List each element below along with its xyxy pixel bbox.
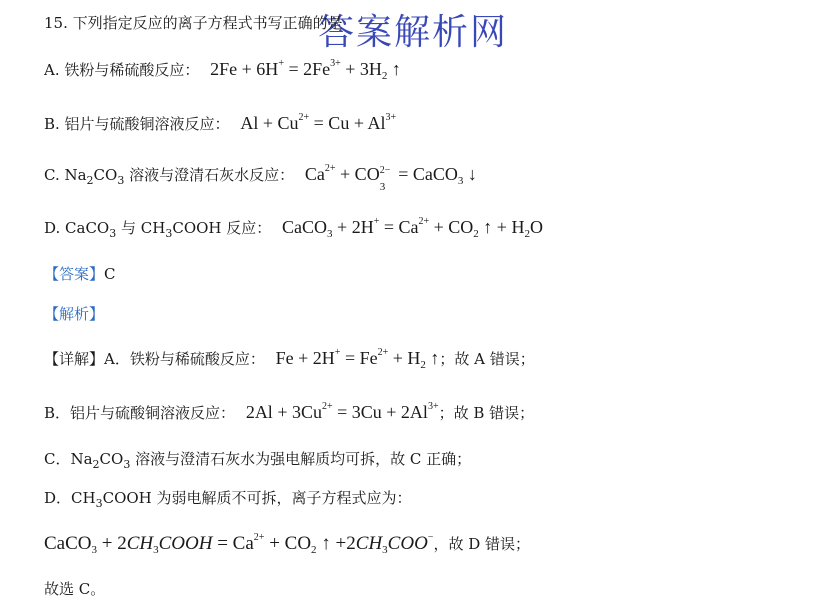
analysis-d-equation: CaCO$_3$ + $2CH_3COOH = Ca^{2+} + CO_2$ ↑ $+2CH_3COO^-$ <box>44 532 434 556</box>
analysis-tag-line <box>44 303 104 325</box>
answer-tag: 【答案】 <box>44 265 105 283</box>
conclusion <box>44 578 105 600</box>
option-d-label: D. CaCO$_3$ 与 $CH_3COOH$ 反应： <box>44 219 272 240</box>
option-b-label: B. 铝片与硫酸铜溶液反应： <box>44 115 230 133</box>
option-d-equation: CaCO$_3$ + $2H^+ = Ca^{2+} + CO_2$ ↑ + $H_2O$ <box>282 216 543 240</box>
analysis-line-d-equation <box>44 533 530 555</box>
analysis-a-suffix: ；故 A 错误； <box>439 350 535 368</box>
watermark: 答案解析网 <box>318 12 509 53</box>
detail-tag: 【详解】 <box>44 350 105 368</box>
option-d <box>44 216 543 239</box>
analysis-b-prefix: B．铝片与硫酸铜溶液反应： <box>44 404 236 422</box>
option-a-equation: $2Fe + 6H^+ = 2Fe^{3+} + 3H_2$ ↑ <box>210 58 401 82</box>
option-c <box>44 163 477 193</box>
question-title-text: 15. 下列指定反应的离子方程式书写正确的是 <box>44 14 343 32</box>
analysis-c-text: C．$Na_2CO_3$ 溶液与澄清石灰水为强电解质均可拆，故 C 正确； <box>44 450 472 471</box>
analysis-line-b <box>44 401 534 424</box>
option-b-equation: $Al + Cu^{2+} = Cu + Al^{3+}$ <box>240 112 397 133</box>
answer-line <box>44 263 116 285</box>
option-a <box>44 58 401 81</box>
option-b <box>44 112 396 135</box>
option-c-label: C. $Na_2CO_3$ 溶液与澄清石灰水反应： <box>44 166 295 187</box>
analysis-b-suffix: ；故 B 错误； <box>438 404 535 422</box>
analysis-tag: 【解析】 <box>44 305 105 323</box>
analysis-d-text: D．$CH_3COOH$ 为弱电解质不可拆，离子方程式应为： <box>44 489 412 510</box>
analysis-line-c <box>44 448 471 470</box>
analysis-a-prefix: A．铁粉与稀硫酸反应： <box>104 350 265 368</box>
analysis-a-equation: $Fe + 2H^+ = Fe^{2+} + H_2$ ↑ <box>275 347 440 371</box>
analysis-b-equation: $2Al + 3Cu^{2+} = 3Cu + 2Al^{3+}$ <box>245 401 439 422</box>
analysis-line-d <box>44 487 412 509</box>
answer-value: C <box>104 265 116 283</box>
option-c-equation: $Ca^{2+}$ + CO 2− 3 = CaCO$_3$ ↓ <box>304 163 477 193</box>
question-title <box>44 12 343 34</box>
conclusion-text: 故选 C。 <box>44 580 106 598</box>
option-a-label: A. 铁粉与稀硫酸反应： <box>44 61 200 79</box>
analysis-d-suffix: ，故 D 错误； <box>433 535 531 553</box>
analysis-line-a <box>44 347 535 370</box>
